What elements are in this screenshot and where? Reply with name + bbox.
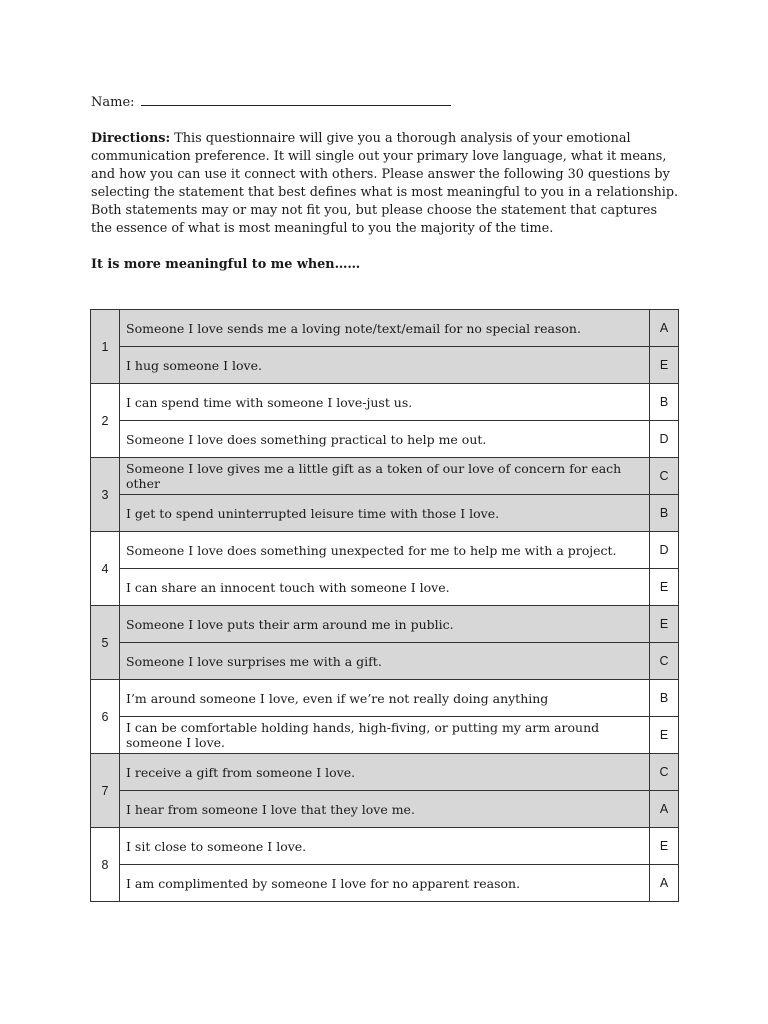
question-row — [91, 384, 679, 421]
love-language-code: A — [650, 310, 679, 347]
questionnaire-table — [90, 309, 679, 902]
question-row — [91, 495, 679, 532]
question-row — [91, 532, 679, 569]
directions-text: This questionnaire will give you a thorough analysis of your emotional communication preference. It will single out your primary love language, what it means, and how you can use it connect with others. Please answer the following 30 questions by selecting the statement that best defines what is most meaningful to you in a relationship. Both statements may or may not fit you, but please choose the statement that captures the essence of what is most meaningful to you the majority of the time. — [91, 131, 679, 236]
name-label: Name: — [91, 95, 135, 110]
question-number: 2 — [91, 384, 120, 458]
question-row — [91, 606, 679, 643]
question-row — [91, 421, 679, 458]
question-number: 1 — [91, 310, 120, 384]
love-language-code: E — [650, 828, 679, 865]
love-language-code: B — [650, 680, 679, 717]
statement-option[interactable]: I hug someone I love. — [120, 347, 650, 384]
questions-prompt: It is more meaningful to me when…… — [91, 257, 361, 272]
question-number: 4 — [91, 532, 120, 606]
statement-option[interactable]: I can spend time with someone I love-just us. — [120, 384, 650, 421]
love-language-code: C — [650, 643, 679, 680]
question-row — [91, 680, 679, 717]
statement-option[interactable]: I can be comfortable holding hands, high-fiving, or putting my arm around someone I love. — [120, 717, 650, 754]
question-row — [91, 717, 679, 754]
question-row — [91, 569, 679, 606]
statement-option[interactable]: I get to spend uninterrupted leisure time with those I love. — [120, 495, 650, 532]
love-language-code: A — [650, 865, 679, 902]
statement-option[interactable]: I sit close to someone I love. — [120, 828, 650, 865]
statement-option[interactable]: Someone I love gives me a little gift as a token of our love of concern for each other — [120, 458, 650, 495]
question-number: 5 — [91, 606, 120, 680]
question-row — [91, 791, 679, 828]
document-header — [91, 93, 681, 274]
love-language-code: E — [650, 606, 679, 643]
question-row — [91, 754, 679, 791]
question-row — [91, 828, 679, 865]
statement-option[interactable]: I am complimented by someone I love for no apparent reason. — [120, 865, 650, 902]
love-language-code: D — [650, 532, 679, 569]
question-number: 6 — [91, 680, 120, 754]
statement-option[interactable]: I hear from someone I love that they love me. — [120, 791, 650, 828]
statement-option[interactable]: Someone I love does something practical to help me out. — [120, 421, 650, 458]
question-row — [91, 865, 679, 902]
name-field-row — [91, 93, 681, 112]
love-language-code: B — [650, 384, 679, 421]
love-language-code: E — [650, 569, 679, 606]
directions-paragraph — [91, 130, 681, 238]
question-number: 7 — [91, 754, 120, 828]
statement-option[interactable]: I can share an innocent touch with someone I love. — [120, 569, 650, 606]
love-language-code: D — [650, 421, 679, 458]
love-language-code: E — [650, 717, 679, 754]
love-language-code: B — [650, 495, 679, 532]
statement-option[interactable]: Someone I love does something unexpected for me to help me with a project. — [120, 532, 650, 569]
directions-label: Directions: — [91, 131, 171, 146]
question-row — [91, 643, 679, 680]
love-language-code: C — [650, 458, 679, 495]
question-row — [91, 310, 679, 347]
question-row — [91, 458, 679, 495]
statement-option[interactable]: Someone I love sends me a loving note/text/email for no special reason. — [120, 310, 650, 347]
name-blank-line[interactable] — [141, 93, 451, 106]
question-number: 3 — [91, 458, 120, 532]
love-language-code: E — [650, 347, 679, 384]
statement-option[interactable]: I receive a gift from someone I love. — [120, 754, 650, 791]
statement-option[interactable]: Someone I love puts their arm around me in public. — [120, 606, 650, 643]
statement-option[interactable]: I’m around someone I love, even if we’re not really doing anything — [120, 680, 650, 717]
love-language-code: C — [650, 754, 679, 791]
question-row — [91, 347, 679, 384]
statement-option[interactable]: Someone I love surprises me with a gift. — [120, 643, 650, 680]
love-language-code: A — [650, 791, 679, 828]
question-number: 8 — [91, 828, 120, 902]
